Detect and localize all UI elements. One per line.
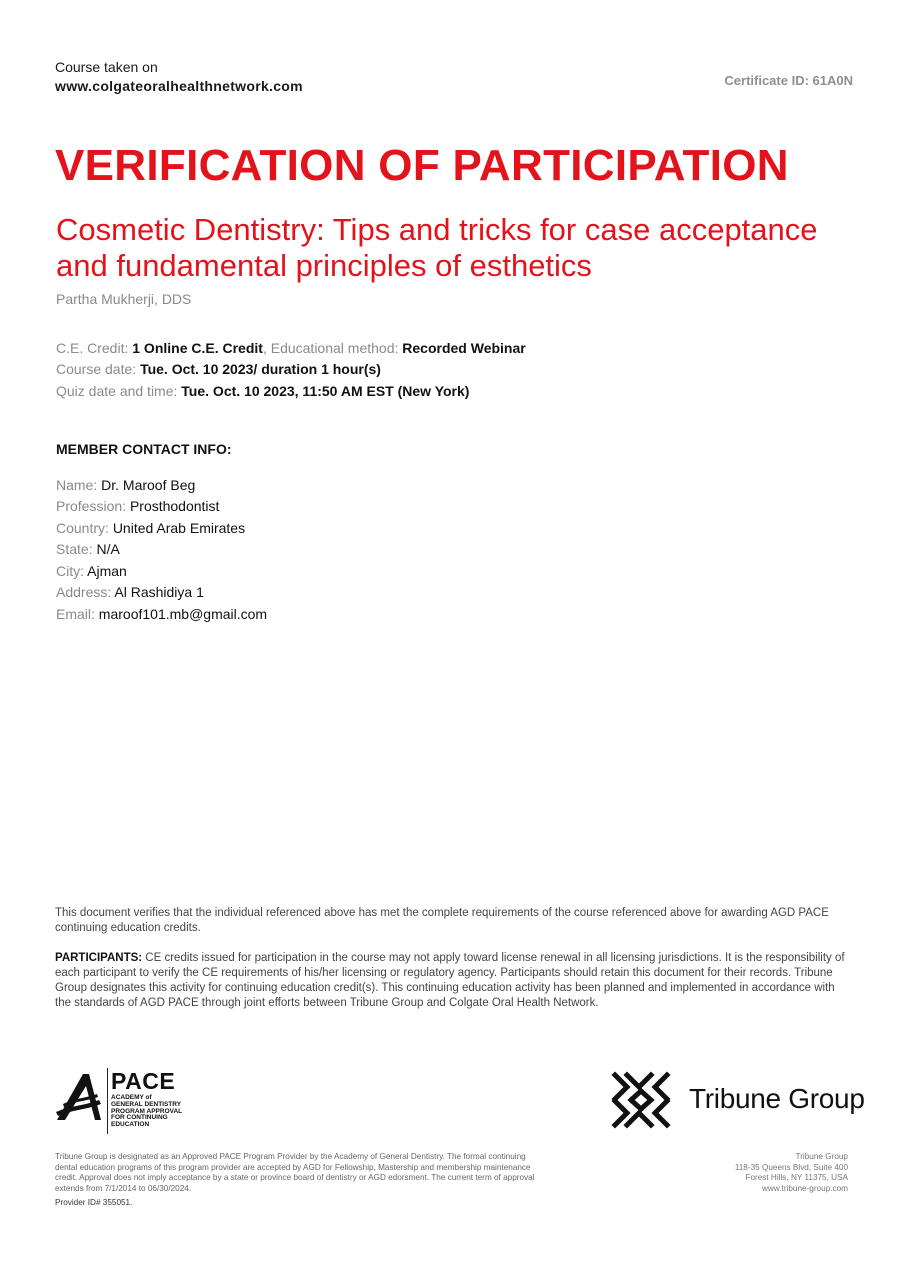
presenter-name: Partha Mukherji, DDS — [56, 291, 192, 307]
member-value: Prosthodontist — [129, 498, 220, 514]
separator: , — [262, 340, 271, 356]
participants-body: CE credits issued for participation in the course may not apply toward license renewal in all licensing jurisdictions. It is the responsibility of each participant to verify the CE requirements of his/her licensing or regulatory agency. Participants should retain this document for their records. Tribune Group designates this activity for continuing education credit(s). This continuing education activity has been planned and implemented in accordance with the standards of AGD PACE through joint efforts between Tribune Group and Colgate Oral Health Network. — [55, 952, 845, 1009]
quiz-date-value: Tue. Oct. 10 2023, 11:50 AM EST (New York) — [181, 383, 470, 399]
member-row — [56, 563, 127, 579]
pace-wordmark: PACE — [111, 1068, 176, 1094]
pace-line: ACADEMY of — [111, 1094, 152, 1101]
ce-credit-value: 1 Online C.E. Credit — [132, 340, 263, 356]
pace-approval-text: Tribune Group is designated as an Approved PACE Program Provider by the Academy of General Dentistry. The formal continuing dental education programs of this program provider are accepted by AGD for Fellowship, Mastership and membership maintenance credit. Approval does not imply acceptance by a state or province board of dentistry or AGD edorsment. The current term of approval extends from 7/1/2014 to 06/30/2024. — [55, 1152, 535, 1193]
method-value: Recorded Webinar — [402, 340, 526, 356]
member-row — [56, 541, 120, 557]
address-line: Tribune Group — [795, 1152, 848, 1161]
tribune-wordmark: Tribune Group — [689, 1083, 865, 1114]
member-row — [56, 606, 267, 622]
course-date-value: Tue. Oct. 10 2023/ duration 1 hour(s) — [140, 361, 381, 377]
ce-credit-line — [56, 340, 526, 356]
course-title: Cosmetic Dentistry: Tips and tricks for case acceptance and fundamental principles of esthetics — [56, 212, 818, 283]
site-link[interactable]: www.colgateoralhealthnetwork.com — [55, 78, 303, 94]
member-label: City: — [56, 563, 88, 579]
member-row — [56, 520, 245, 536]
member-value: Dr. Maroof Beg — [101, 477, 196, 493]
tribune-mark-icon — [609, 1069, 673, 1131]
page-title: VERIFICATION OF PARTICIPATION — [55, 141, 789, 190]
pace-line: EDUCATION — [111, 1121, 150, 1129]
participants-label: PARTICIPANTS: — [55, 952, 143, 964]
address-line: Forest Hills, NY 11375, USA — [745, 1173, 848, 1182]
website-link[interactable]: www.tribune-group.com — [761, 1183, 848, 1193]
course-date-label: Course date: — [56, 361, 141, 377]
ce-credit-label: C.E. Credit: — [56, 340, 133, 356]
course-taken-label: Course taken on — [55, 59, 158, 75]
member-value: Ajman — [87, 563, 127, 579]
provider-id: Provider ID# 355051. — [55, 1198, 133, 1207]
course-source — [55, 58, 303, 96]
member-value: United Arab Emirates — [112, 520, 246, 536]
member-label: Address: — [56, 584, 115, 600]
quiz-date-label: Quiz date and time: — [56, 383, 182, 399]
pace-line: GENERAL DENTISTRY — [111, 1100, 182, 1108]
method-label: Educational method: — [270, 340, 403, 356]
tribune-address — [648, 1152, 848, 1194]
member-label: Profession: — [56, 498, 130, 514]
address-line: 118-35 Queens Blvd, Suite 400 — [734, 1162, 848, 1172]
member-row — [56, 477, 195, 493]
member-label: Country: — [56, 520, 113, 536]
member-row — [56, 584, 204, 600]
certificate-id: Certificate ID: 61A0N — [724, 73, 853, 88]
member-heading: MEMBER CONTACT INFO: — [56, 441, 232, 457]
pace-subtext — [111, 1095, 211, 1129]
member-email[interactable]: maroof101.mb@gmail.com — [98, 606, 268, 622]
pace-line: FOR CONTINUING — [111, 1114, 168, 1122]
pace-line: PROGRAM APPROVAL — [111, 1107, 183, 1115]
member-label: State: — [56, 541, 97, 557]
member-label: Name: — [56, 477, 102, 493]
member-label: Email: — [56, 606, 99, 622]
quiz-date-line — [56, 383, 469, 399]
participants-text — [55, 951, 845, 1011]
member-row — [56, 498, 219, 514]
verification-text: This document verifies that the individual referenced above has met the complete requirements of the course referenced above for awarding AGD PACE continuing education credits. — [55, 907, 829, 934]
member-value: N/A — [96, 541, 120, 557]
pace-divider — [107, 1068, 108, 1134]
member-value: Al Rashidiya 1 — [114, 584, 204, 600]
course-date-line — [56, 361, 381, 377]
